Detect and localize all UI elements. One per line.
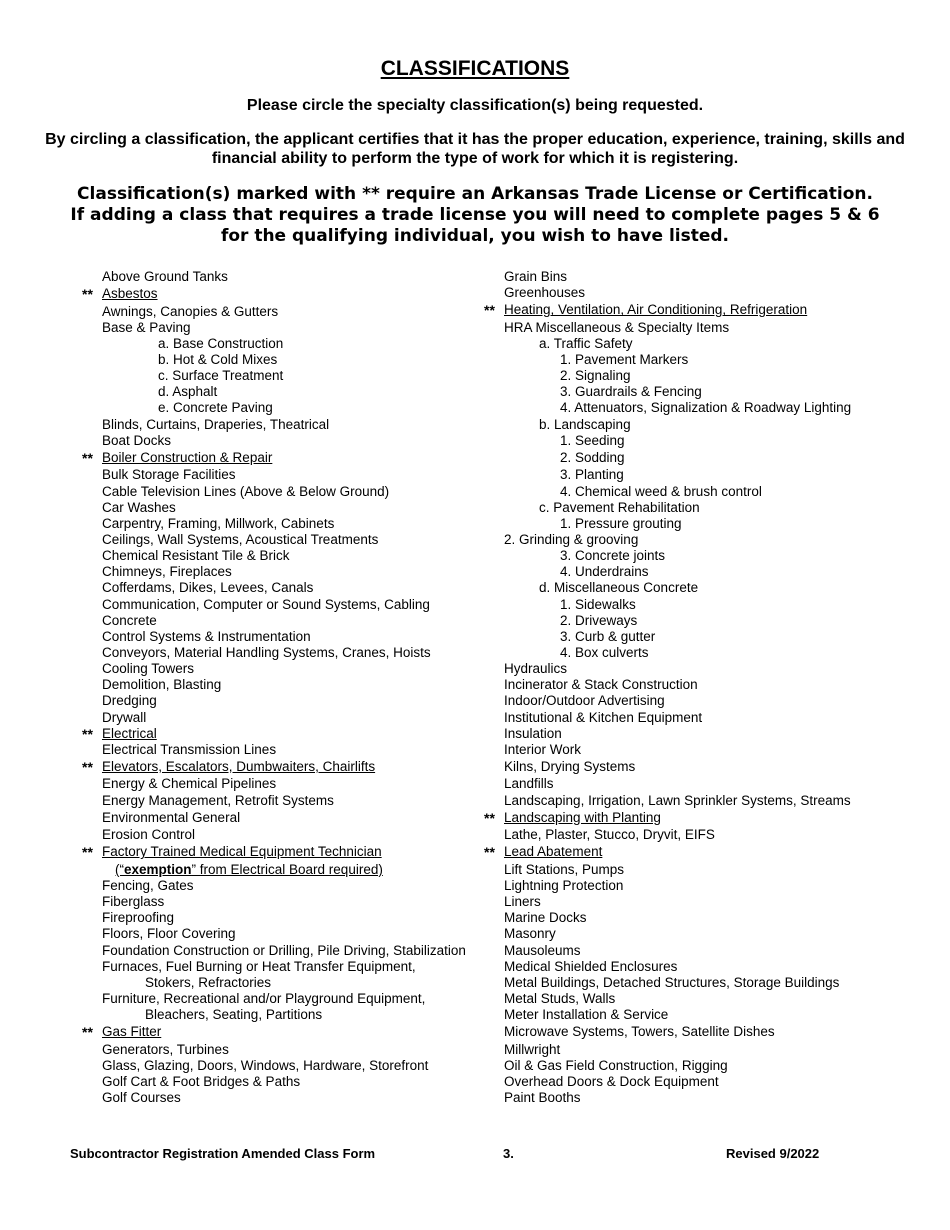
classification-label: 3. Guardrails & Fencing xyxy=(560,384,702,400)
classification-item[interactable] xyxy=(482,793,912,809)
classification-item[interactable] xyxy=(80,843,510,862)
classification-label: Masonry xyxy=(504,926,556,942)
classification-item[interactable] xyxy=(482,758,912,777)
classification-item[interactable] xyxy=(482,843,912,862)
classification-label: d. Miscellaneous Concrete xyxy=(539,580,699,596)
classification-item[interactable] xyxy=(482,710,912,726)
classification-item[interactable] xyxy=(80,878,510,894)
classification-item[interactable] xyxy=(80,1023,510,1042)
classification-label: c. Pavement Rehabilitation xyxy=(539,499,700,515)
classification-item[interactable] xyxy=(80,532,510,548)
classification-label: Landfills xyxy=(504,776,554,792)
classification-label: Heating, Ventilation, Air Conditioning, Refrigeration xyxy=(504,302,808,318)
classification-label: Communication, Computer or Sound Systems, Cabling xyxy=(102,596,430,612)
classification-label: Foundation Construction or Drilling, Pile Driving, Stabilization xyxy=(102,942,466,958)
classification-label: d. Asphalt xyxy=(158,384,218,400)
classification-item[interactable] xyxy=(80,742,510,758)
classification-item[interactable] xyxy=(80,827,510,843)
classification-label: Golf Cart & Foot Bridges & Paths xyxy=(102,1074,301,1090)
classification-item[interactable] xyxy=(80,645,510,661)
classification-item[interactable] xyxy=(482,368,912,384)
classification-item[interactable] xyxy=(482,1007,912,1023)
classification-label: 2. Signaling xyxy=(560,368,631,384)
note-prefix: (“ xyxy=(115,861,124,877)
classification-item[interactable] xyxy=(482,661,912,677)
classification-label: Lightning Protection xyxy=(504,878,624,893)
classification-label: Fiberglass xyxy=(102,894,165,910)
classification-label: 3. Concrete joints xyxy=(560,548,666,564)
classification-item[interactable] xyxy=(80,269,510,285)
instruction-license xyxy=(60,184,890,247)
classification-label: b. Hot & Cold Mixes xyxy=(158,352,278,368)
classification-label: Demolition, Blasting xyxy=(102,677,222,693)
classification-item[interactable] xyxy=(80,959,510,975)
classification-label: Chemical Resistant Tile & Brick xyxy=(102,548,290,564)
classification-label: Awnings, Canopies & Gutters xyxy=(102,303,279,319)
classification-item[interactable] xyxy=(482,776,912,792)
classification-label: 3. Curb & gutter xyxy=(560,628,656,644)
classification-item[interactable] xyxy=(482,467,912,483)
classification-label: 4. Underdrains xyxy=(560,564,649,580)
classification-label: Institutional & Kitchen Equipment xyxy=(504,709,703,725)
classification-item[interactable] xyxy=(80,629,510,645)
classification-item[interactable] xyxy=(482,894,912,910)
classification-item[interactable] xyxy=(80,1007,510,1023)
classification-item[interactable] xyxy=(482,862,912,878)
classification-label: Ceilings, Wall Systems, Acoustical Treatments xyxy=(102,531,379,547)
classification-label: Electrical Transmission Lines xyxy=(102,741,277,757)
license-required-marker: ** xyxy=(82,844,93,861)
classification-label: Cable Television Lines (Above & Below Ground) xyxy=(102,483,390,499)
classification-item[interactable] xyxy=(80,943,510,959)
footer-form-name: Subcontractor Registration Amended Class Form xyxy=(70,1146,376,1161)
classification-label: 2. Sodding xyxy=(560,449,625,465)
classification-label: 4. Attenuators, Signalization & Roadway Lighting xyxy=(560,400,852,416)
classification-item[interactable] xyxy=(80,1042,510,1058)
classification-label: Above Ground Tanks xyxy=(102,269,228,284)
license-required-marker: ** xyxy=(484,809,495,826)
license-required-marker: ** xyxy=(484,844,495,861)
classification-item[interactable] xyxy=(482,926,912,942)
classification-item[interactable] xyxy=(482,352,912,368)
classification-item[interactable] xyxy=(80,1074,510,1090)
classification-item[interactable] xyxy=(482,827,912,843)
classification-item[interactable] xyxy=(482,910,912,926)
classification-item[interactable] xyxy=(482,629,912,645)
classification-label: Incinerator & Stack Construction xyxy=(504,677,698,693)
note-suffix: ” from Electrical Board required) xyxy=(191,861,383,877)
classification-label: Marine Docks xyxy=(504,910,587,926)
classification-label: Metal Studs, Walls xyxy=(504,990,616,1006)
classification-item[interactable] xyxy=(482,336,912,352)
license-required-marker: ** xyxy=(484,302,495,319)
classification-label: Floors, Floor Covering xyxy=(102,926,236,942)
classification-item[interactable] xyxy=(80,433,510,449)
classification-item[interactable] xyxy=(482,449,912,468)
classification-item[interactable] xyxy=(482,1058,912,1074)
classification-item[interactable] xyxy=(80,910,510,926)
footer-revision: Revised 9/2022 xyxy=(726,1146,820,1161)
classification-label: Metal Buildings, Detached Structures, Storage Buildings xyxy=(504,974,840,990)
classification-item[interactable] xyxy=(482,677,912,693)
classification-label: Paint Booths xyxy=(504,1090,581,1106)
classification-item[interactable] xyxy=(482,500,912,516)
classification-item[interactable] xyxy=(80,975,510,991)
classification-item[interactable] xyxy=(482,726,912,742)
classification-item[interactable] xyxy=(482,484,912,500)
classification-item[interactable] xyxy=(482,548,912,564)
classification-item[interactable] xyxy=(482,564,912,580)
classification-label: b. Landscaping xyxy=(539,416,631,432)
classification-label: Blinds, Curtains, Draperies, Theatrical xyxy=(102,416,330,432)
classification-item[interactable] xyxy=(80,862,510,878)
classification-item[interactable] xyxy=(80,500,510,516)
classification-label: Medical Shielded Enclosures xyxy=(504,958,678,974)
classification-item[interactable] xyxy=(482,285,912,301)
classification-label: Concrete xyxy=(102,612,157,628)
classification-label: Conveyors, Material Handling Systems, Cranes, Hoists xyxy=(102,644,431,660)
classification-label: Cofferdams, Dikes, Levees, Canals xyxy=(102,580,314,596)
classification-item[interactable] xyxy=(80,580,510,596)
classification-item[interactable] xyxy=(482,269,912,285)
classification-label: Car Washes xyxy=(102,499,176,515)
classification-label: Generators, Turbines xyxy=(102,1041,229,1057)
classification-label: a. Traffic Safety xyxy=(539,335,633,351)
classification-label: Fireproofing xyxy=(102,910,175,926)
classification-label: Dredging xyxy=(102,693,157,709)
classification-label: e. Concrete Paving xyxy=(158,400,273,416)
classification-label: Microwave Systems, Towers, Satellite Dishes xyxy=(504,1024,775,1040)
classification-item[interactable] xyxy=(482,532,912,548)
classification-item[interactable] xyxy=(482,320,912,336)
classification-label: 4. Box culverts xyxy=(560,644,649,660)
classification-item[interactable] xyxy=(482,417,912,433)
classification-item[interactable] xyxy=(80,484,510,500)
classification-label: Asbestos xyxy=(102,286,158,302)
classification-item[interactable] xyxy=(80,1058,510,1074)
classification-label: Factory Trained Medical Equipment Technician xyxy=(102,844,382,860)
classification-item[interactable] xyxy=(482,1023,912,1042)
license-required-marker: ** xyxy=(82,1024,93,1041)
classification-label: 2. Grinding & grooving xyxy=(504,531,639,547)
classification-item[interactable] xyxy=(482,301,912,320)
classification-item[interactable] xyxy=(80,516,510,532)
classification-item[interactable] xyxy=(482,991,912,1007)
classification-label: Interior Work xyxy=(504,741,582,757)
classification-label: Energy Management, Retrofit Systems xyxy=(102,792,334,808)
classification-label: Meter Installation & Service xyxy=(504,1007,669,1023)
classification-item[interactable] xyxy=(80,467,510,483)
classification-item[interactable] xyxy=(482,433,912,449)
classification-label: Golf Courses xyxy=(102,1090,181,1106)
classification-label: Bleachers, Seating, Partitions xyxy=(145,1007,323,1023)
classification-item[interactable] xyxy=(482,384,912,400)
license-required-marker: ** xyxy=(82,725,93,742)
classification-item[interactable] xyxy=(482,693,912,709)
classification-label: Landscaping with Planting xyxy=(504,809,661,825)
classification-label: Greenhouses xyxy=(504,285,586,301)
classification-item[interactable] xyxy=(80,726,510,742)
classification-label: Boat Docks xyxy=(102,432,172,448)
classification-label: Control Systems & Instrumentation xyxy=(102,628,311,644)
left-classification-list xyxy=(80,269,510,1106)
classification-label: Cooling Towers xyxy=(102,661,195,677)
classification-label: 1. Pressure grouting xyxy=(560,515,682,531)
classification-item[interactable] xyxy=(80,417,510,433)
classification-item[interactable] xyxy=(80,320,510,336)
classification-label: Bulk Storage Facilities xyxy=(102,467,236,483)
classification-item[interactable] xyxy=(482,809,912,828)
classification-label: Grain Bins xyxy=(504,269,568,284)
classification-item[interactable] xyxy=(482,1090,912,1106)
classification-item[interactable] xyxy=(482,613,912,629)
page-title: CLASSIFICATIONS xyxy=(380,57,570,80)
classification-item[interactable] xyxy=(482,878,912,894)
classification-label: Mausoleums xyxy=(504,942,581,958)
license-pages-note: If adding a class that requires a trade license you will need to complete pages 5 & 6 for the qualifying individual, you wish to have listed. xyxy=(70,205,880,246)
classification-label: a. Base Construction xyxy=(158,335,284,351)
classification-label: Fencing, Gates xyxy=(102,878,194,893)
license-note: Classification(s) marked with ** require an Arkansas Trade License or Certification. xyxy=(77,184,873,204)
classification-item[interactable] xyxy=(80,613,510,629)
classification-item[interactable] xyxy=(80,564,510,580)
right-classification-list xyxy=(482,269,912,1106)
classification-label: Base & Paving xyxy=(102,319,191,335)
classification-label: c. Surface Treatment xyxy=(158,368,284,384)
classification-item[interactable] xyxy=(80,758,510,777)
classification-label xyxy=(115,862,383,877)
instruction-certify: By circling a classification, the applicant certifies that it has the proper education, experience, training, skills and financial ability to perform the type of work for which it is registering. xyxy=(45,131,905,167)
classification-label: Oil & Gas Field Construction, Rigging xyxy=(504,1057,728,1073)
classification-label: Elevators, Escalators, Dumbwaiters, Chairlifts xyxy=(102,758,376,774)
classification-item[interactable] xyxy=(80,991,510,1007)
classification-item[interactable] xyxy=(80,693,510,709)
note-emphasis: exemption xyxy=(124,861,192,877)
classification-label: Lift Stations, Pumps xyxy=(504,861,625,877)
classification-label: 3. Planting xyxy=(560,467,624,483)
classification-item[interactable] xyxy=(482,959,912,975)
classification-item[interactable] xyxy=(80,449,510,468)
classification-item[interactable] xyxy=(80,597,510,613)
classification-label: Lathe, Plaster, Stucco, Dryvit, EIFS xyxy=(504,827,715,843)
classification-item[interactable] xyxy=(482,943,912,959)
classification-label: Landscaping, Irrigation, Lawn Sprinkler Systems, Streams xyxy=(504,792,851,808)
classification-label: Glass, Glazing, Doors, Windows, Hardware, Storefront xyxy=(102,1057,429,1073)
license-required-marker: ** xyxy=(82,758,93,775)
classification-label: 1. Pavement Markers xyxy=(560,352,689,368)
classification-item[interactable] xyxy=(80,285,510,304)
classification-label: 1. Seeding xyxy=(560,432,625,448)
classification-item[interactable] xyxy=(80,548,510,564)
classification-label: Chimneys, Fireplaces xyxy=(102,564,232,580)
classification-label: Stokers, Refractories xyxy=(145,974,272,990)
classification-label: Boiler Construction & Repair xyxy=(102,449,273,465)
classification-item[interactable] xyxy=(482,975,912,991)
classification-label: HRA Miscellaneous & Specialty Items xyxy=(504,319,730,335)
classification-item[interactable] xyxy=(80,677,510,693)
classification-label: Energy & Chemical Pipelines xyxy=(102,776,277,792)
classification-item[interactable] xyxy=(80,304,510,320)
license-required-marker: ** xyxy=(82,449,93,466)
classification-label: 2. Driveways xyxy=(560,612,638,628)
classification-label: Drywall xyxy=(102,709,147,725)
classification-item[interactable] xyxy=(482,597,912,613)
classification-item[interactable] xyxy=(80,809,510,828)
classification-item[interactable] xyxy=(482,1042,912,1058)
classification-label: 1. Sidewalks xyxy=(560,596,636,612)
classification-item[interactable] xyxy=(482,645,912,661)
classification-label: Lead Abatement xyxy=(504,844,603,860)
classification-item[interactable] xyxy=(80,336,510,352)
classification-label: Furnaces, Fuel Burning or Heat Transfer Equipment, xyxy=(102,958,416,974)
classification-label: Kilns, Drying Systems xyxy=(504,758,636,774)
classification-item[interactable] xyxy=(482,516,912,532)
classification-label: Hydraulics xyxy=(504,661,568,677)
classification-label: Millwright xyxy=(504,1041,561,1057)
classification-label: Electrical xyxy=(102,725,157,741)
classification-item[interactable] xyxy=(80,776,510,792)
instruction-circle: Please circle the specialty classification(s) being requested. xyxy=(246,97,704,114)
classification-item[interactable] xyxy=(80,368,510,384)
classification-label: Indoor/Outdoor Advertising xyxy=(504,693,665,709)
classification-item[interactable] xyxy=(80,1090,510,1106)
classification-item[interactable] xyxy=(80,400,510,416)
classification-item[interactable] xyxy=(482,1074,912,1090)
classification-label: Gas Fitter xyxy=(102,1024,162,1040)
classification-label: Liners xyxy=(504,894,541,910)
classification-label: Insulation xyxy=(504,725,562,741)
classification-item[interactable] xyxy=(80,710,510,726)
license-required-marker: ** xyxy=(82,286,93,303)
classification-item[interactable] xyxy=(80,352,510,368)
classification-item[interactable] xyxy=(80,793,510,809)
classification-label: Carpentry, Framing, Millwork, Cabinets xyxy=(102,515,335,531)
classification-item[interactable] xyxy=(80,384,510,400)
classification-label: Erosion Control xyxy=(102,827,196,843)
classification-label: 4. Chemical weed & brush control xyxy=(560,483,762,499)
classification-item[interactable] xyxy=(482,580,912,596)
classification-item[interactable] xyxy=(482,400,912,416)
classification-item[interactable] xyxy=(80,926,510,942)
classification-item[interactable] xyxy=(80,661,510,677)
classification-label: Environmental General xyxy=(102,809,241,825)
classification-label: Furniture, Recreational and/or Playground Equipment, xyxy=(102,990,426,1006)
footer-page-number: 3. xyxy=(503,1146,514,1161)
classification-label: Overhead Doors & Dock Equipment xyxy=(504,1074,719,1090)
classification-item[interactable] xyxy=(80,894,510,910)
classification-item[interactable] xyxy=(482,742,912,758)
